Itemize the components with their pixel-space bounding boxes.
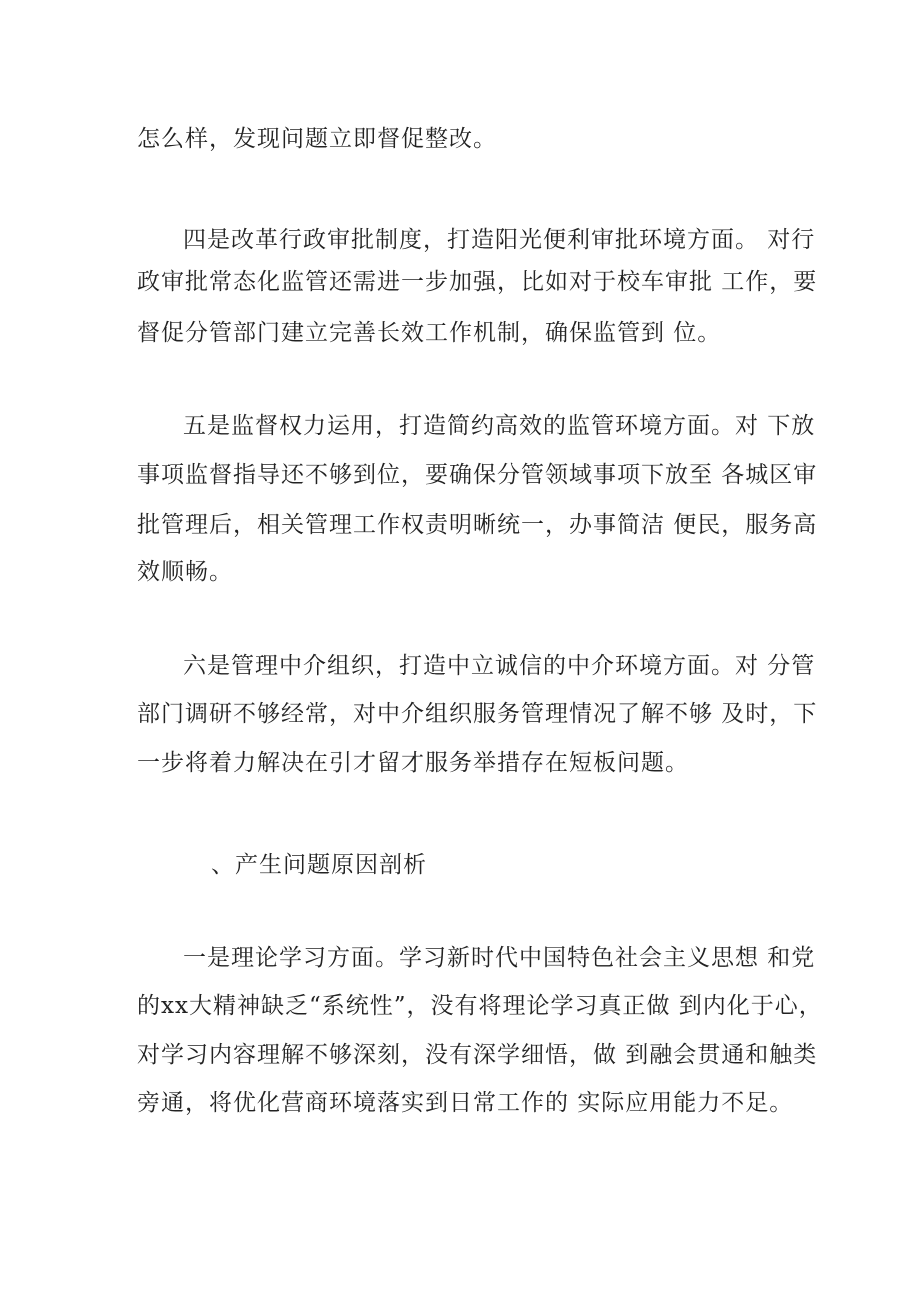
text-line: 五是监督权力运用，打造简约高效的监管环境方面。对 下放	[183, 413, 816, 439]
text-line: 政审批常态化监管还需进一步加强，比如对于校车审批 工作，要	[137, 269, 818, 295]
text-line: 批管理后，相关管理工作权责明晰统一，办事简洁 便民，服务高	[137, 512, 818, 538]
text-line: 对学习内容理解不够深刻，没有深学细悟，做 到融会贯通和触类	[137, 1042, 818, 1068]
text-line: 督促分管部门建立完善长效工作机制，确保监管到 位。	[137, 320, 722, 346]
text-line: 部门调研不够经常，对中介组织服务管理情况了解不够 及时，下	[137, 701, 818, 727]
text-line: 四是改革行政审批制度，打造阳光便利审批环境方面。 对行	[183, 227, 816, 253]
text-line: 旁通，将优化营商环境落实到日常工作的 实际应用能力不足。	[137, 1090, 794, 1116]
text-line: 怎么样，发现问题立即督促整改。	[137, 126, 497, 152]
text-line: 的xx大精神缺乏“系统性”，没有将理论学习真正做 到内化于心，	[137, 993, 823, 1019]
text-line: 一步将着力解决在引才留才服务举措存在短板问题。	[137, 750, 689, 776]
section-heading: 、产生问题原因剖析	[211, 852, 427, 878]
text-line: 事项监督指导还不够到位，要确保分管领域事项下放至 各城区审	[137, 462, 818, 488]
text-line: 六是管理中介组织，打造中立诚信的中介环境方面。对 分管	[183, 653, 816, 679]
text-line: 效顺畅。	[137, 559, 233, 585]
text-line: 一是理论学习方面。学习新时代中国特色社会主义思想 和党	[183, 945, 816, 971]
